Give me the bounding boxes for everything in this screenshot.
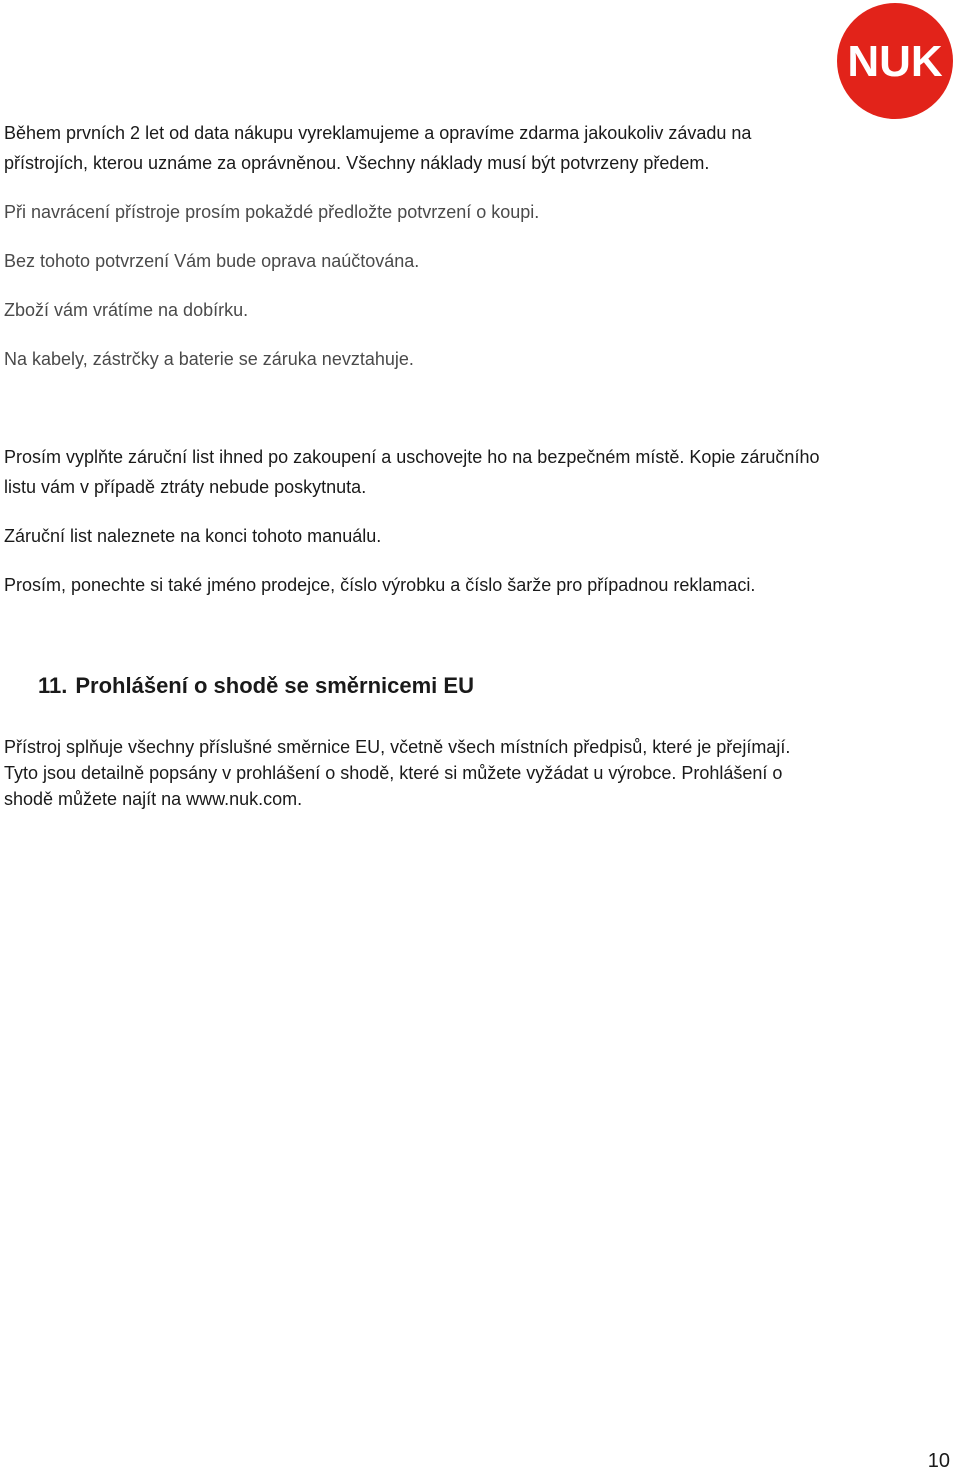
section-body-line3: shodě můžete najít na www.nuk.com. [4, 789, 303, 809]
section-title: Prohlášení o shodě se směrnicemi EU [75, 673, 474, 698]
paragraph-cod: Zboží vám vrátíme na dobírku. [4, 300, 249, 320]
section-body-line1: Přístroj splňuje všechny příslušné směrnice EU, včetně všech místních předpisů, které je přejímají. [4, 737, 791, 757]
page-number: 10 [927, 1450, 950, 1472]
logo-text: NUK [847, 37, 943, 86]
section-number: 11. [38, 673, 68, 698]
section-heading [38, 670, 474, 702]
paragraph-charge: Bez tohoto potvrzení Vám bude oprava naúčtována. [4, 251, 420, 271]
paragraph-keep-info: Prosím, ponechte si také jméno prodejce, číslo výrobku a číslo šarže pro případnou reklamaci. [4, 575, 756, 595]
paragraph-card-location: Záruční list naleznete na konci tohoto manuálu. [4, 526, 382, 546]
paragraph-fill-card-line2: listu vám v případě ztráty nebude poskytnuta. [4, 477, 367, 497]
section-body [4, 734, 790, 812]
paragraph-fill-card-line1: Prosím vyplňte záruční list ihned po zakoupení a uschovejte ho na bezpečném místě. Kopie záručního [4, 447, 820, 467]
paragraph-warranty-line2: přístrojích, kterou uznáme za oprávněnou. Všechny náklady musí být potvrzeny předem. [4, 153, 710, 173]
nuk-logo [836, 2, 954, 120]
paragraph-exclusions: Na kabely, zástrčky a baterie se záruka nevztahuje. [4, 349, 414, 369]
paragraph-warranty-line1: Během prvních 2 let od data nákupu vyreklamujeme a opravíme zdarma jakoukoliv závadu na [4, 123, 752, 143]
paragraph-receipt: Při navrácení přístroje prosím pokaždé předložte potvrzení o koupi. [4, 202, 540, 222]
section-body-line2: Tyto jsou detailně popsány v prohlášení o shodě, které si můžete vyžádat u výrobce. Prohlášení o [4, 763, 783, 783]
